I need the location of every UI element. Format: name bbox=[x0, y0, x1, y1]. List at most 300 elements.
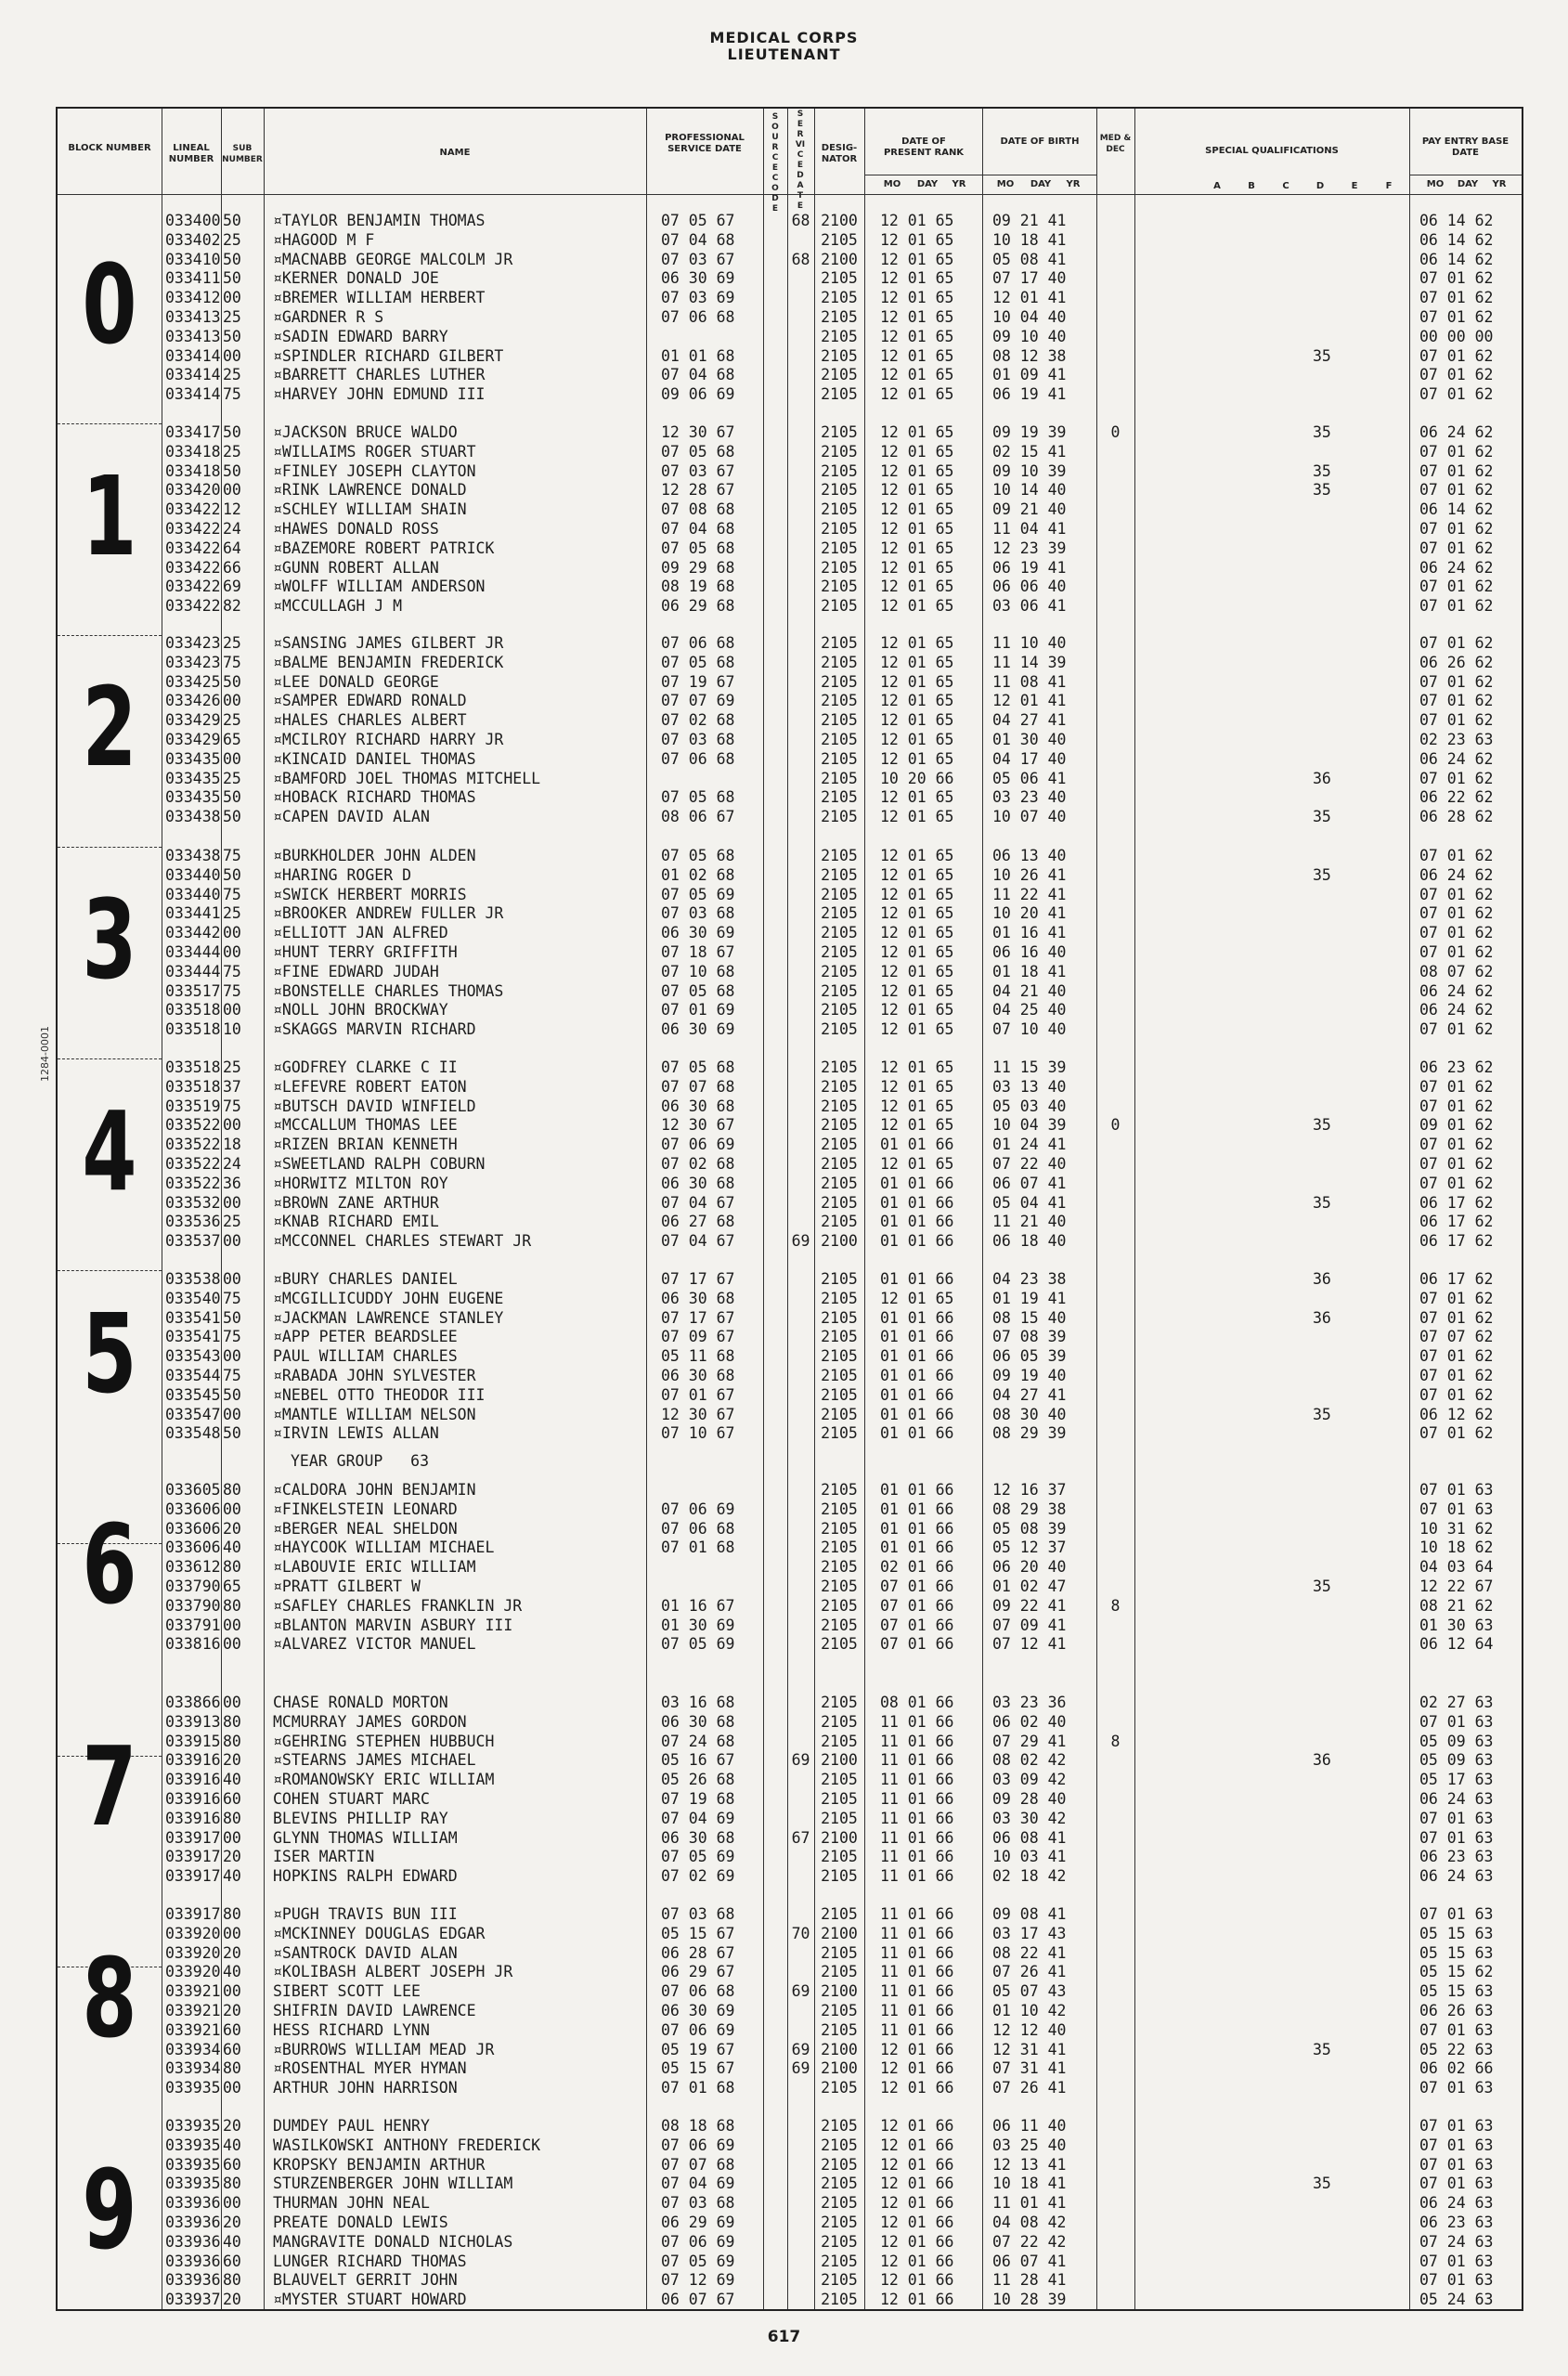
block-number-7: 7 bbox=[82, 1722, 137, 1850]
cell-designator: 2100 bbox=[821, 212, 858, 229]
cell-lineal-number: 033423 bbox=[165, 634, 221, 652]
cell-present-rank-date: 11 01 66 bbox=[880, 1751, 954, 1770]
cell-birth-date: 06 05 39 bbox=[992, 1347, 1067, 1366]
cell-pay-entry-date: 05 15 63 bbox=[1419, 1943, 1494, 1962]
table-row bbox=[58, 1557, 1522, 1577]
cell-lineal-number: 033916 bbox=[165, 1809, 221, 1827]
cell-professional-service-date: 06 30 68 bbox=[661, 1289, 735, 1307]
cell-lineal-number: 033866 bbox=[165, 1694, 221, 1711]
table-row bbox=[58, 1616, 1522, 1635]
cell-birth-date: 08 12 38 bbox=[992, 346, 1067, 365]
table-row bbox=[58, 1058, 1522, 1077]
cell-designator: 2105 bbox=[821, 442, 858, 461]
cell-present-rank-date: 02 01 66 bbox=[880, 1558, 954, 1577]
cell-name: ¤FINE EDWARD JUDAH bbox=[273, 962, 439, 980]
cell-lineal-number: 033441 bbox=[165, 904, 221, 923]
cell-name: CHASE RONALD MORTON bbox=[273, 1694, 448, 1711]
cell-designator: 2105 bbox=[821, 2291, 858, 2309]
cell-professional-service-date: 03 16 68 bbox=[661, 1694, 735, 1711]
cell-present-rank-date: 12 01 66 bbox=[880, 2232, 954, 2251]
cell-pay-entry-date: 05 09 63 bbox=[1419, 1732, 1494, 1750]
cell-sub-number: 60 bbox=[223, 2020, 241, 2039]
table-row bbox=[58, 461, 1522, 481]
cell-designator: 2105 bbox=[821, 1328, 858, 1346]
cell-pay-entry-date: 10 18 62 bbox=[1419, 1539, 1494, 1557]
cell-lineal-number: 033935 bbox=[165, 2175, 221, 2193]
cell-pay-entry-date: 07 01 63 bbox=[1419, 2079, 1494, 2097]
cell-professional-service-date: 12 30 67 bbox=[661, 1116, 735, 1135]
cell-name: ¤WILLAIMS ROGER STUART bbox=[273, 442, 476, 461]
cell-lineal-number: 033444 bbox=[165, 962, 221, 980]
cell-pay-entry-date: 06 24 62 bbox=[1419, 749, 1494, 768]
cell-professional-service-date: 07 04 67 bbox=[661, 1193, 735, 1212]
cell-sub-number: 80 bbox=[223, 1558, 241, 1577]
cell-special-qualification: 35 bbox=[1313, 808, 1331, 826]
cell-sub-number: 80 bbox=[223, 1596, 241, 1615]
table-row bbox=[58, 1924, 1522, 1943]
cell-pay-entry-date: 06 14 62 bbox=[1419, 500, 1494, 519]
cell-lineal-number: 033545 bbox=[165, 1385, 221, 1404]
cell-special-qualification: 35 bbox=[1313, 1405, 1331, 1423]
cell-lineal-number: 033418 bbox=[165, 442, 221, 461]
table-row bbox=[58, 1135, 1522, 1154]
table-row bbox=[58, 384, 1522, 404]
cell-name: ¤WOLFF WILLIAM ANDERSON bbox=[273, 578, 486, 596]
cell-professional-service-date: 07 05 69 bbox=[661, 885, 735, 903]
table-row bbox=[58, 633, 1522, 653]
cell-pay-entry-date: 06 24 63 bbox=[1419, 1867, 1494, 1886]
cell-sub-number: 10 bbox=[223, 1020, 241, 1039]
cell-designator: 2105 bbox=[821, 711, 858, 730]
cell-lineal-number: 033548 bbox=[165, 1424, 221, 1443]
cell-name: ¤SANSING JAMES GILBERT JR bbox=[273, 634, 504, 652]
cell-designator: 2105 bbox=[821, 2002, 858, 2019]
cell-name: ¤LABOUVIE ERIC WILLIAM bbox=[273, 1558, 476, 1577]
cell-birth-date: 04 25 40 bbox=[992, 1001, 1067, 1019]
cell-pay-entry-date: 07 01 63 bbox=[1419, 2020, 1494, 2039]
cell-professional-service-date: 06 30 68 bbox=[661, 1174, 735, 1192]
cell-name: ¤ELLIOTT JAN ALFRED bbox=[273, 924, 448, 942]
cell-pay-entry-date: 07 01 62 bbox=[1419, 1289, 1494, 1307]
cell-present-rank-date: 11 01 66 bbox=[880, 1732, 954, 1750]
cell-birth-date: 03 23 36 bbox=[992, 1694, 1067, 1711]
cell-special-qualification: 35 bbox=[1313, 1116, 1331, 1135]
table-row bbox=[58, 1732, 1522, 1751]
cell-professional-service-date: 07 01 69 bbox=[661, 1001, 735, 1019]
cell-pay-entry-date: 07 24 63 bbox=[1419, 2232, 1494, 2251]
cell-birth-date: 10 26 41 bbox=[992, 865, 1067, 884]
table-row bbox=[58, 480, 1522, 500]
cell-designator: 2105 bbox=[821, 1058, 858, 1076]
cell-sub-number: 75 bbox=[223, 1328, 241, 1346]
cell-professional-service-date: 06 30 69 bbox=[661, 1020, 735, 1039]
cell-lineal-number: 033429 bbox=[165, 711, 221, 730]
cell-present-rank-date: 12 01 65 bbox=[880, 1020, 954, 1039]
cell-lineal-number: 033414 bbox=[165, 346, 221, 365]
cell-pay-entry-date: 05 24 63 bbox=[1419, 2291, 1494, 2309]
cell-name: ¤MANTLE WILLIAM NELSON bbox=[273, 1405, 476, 1423]
cell-pay-entry-date: 05 09 63 bbox=[1419, 1751, 1494, 1770]
cell-name: ¤JACKSON BRUCE WALDO bbox=[273, 423, 458, 441]
cell-professional-service-date: 07 06 69 bbox=[661, 2136, 735, 2154]
cell-name: ¤SAMPER EDWARD RONALD bbox=[273, 692, 467, 710]
cell-birth-date: 01 16 41 bbox=[992, 924, 1067, 942]
cell-designator: 2105 bbox=[821, 1289, 858, 1307]
cell-name: ¤MACNABB GEORGE MALCOLM JR bbox=[273, 250, 513, 268]
cell-lineal-number: 033522 bbox=[165, 1155, 221, 1173]
cell-name: ¤BUTSCH DAVID WINFIELD bbox=[273, 1097, 476, 1115]
table-row bbox=[58, 1385, 1522, 1405]
cell-lineal-number: 033402 bbox=[165, 230, 221, 249]
header-block-number: BLOCK NUMBER bbox=[68, 143, 151, 153]
cell-service-date: 68 bbox=[791, 212, 810, 229]
cell-sub-number: 00 bbox=[223, 1347, 241, 1366]
cell-name: GLYNN THOMAS WILLIAM bbox=[273, 1828, 458, 1847]
cell-birth-date: 03 06 41 bbox=[992, 597, 1067, 616]
cell-present-rank-date: 11 01 66 bbox=[880, 1867, 954, 1886]
cell-designator: 2105 bbox=[821, 289, 858, 307]
cell-professional-service-date: 07 03 67 bbox=[661, 250, 735, 268]
cell-pay-entry-date: 07 01 62 bbox=[1419, 269, 1494, 288]
cell-designator: 2105 bbox=[821, 672, 858, 691]
cell-sub-number: 00 bbox=[223, 346, 241, 365]
cell-professional-service-date: 01 01 68 bbox=[661, 346, 735, 365]
cell-birth-date: 08 22 41 bbox=[992, 1943, 1067, 1962]
cell-lineal-number: 033422 bbox=[165, 520, 221, 538]
cell-professional-service-date: 05 15 67 bbox=[661, 1924, 735, 1942]
cell-name: ¤MCCULLAGH J M bbox=[273, 597, 403, 616]
block-number-0: 0 bbox=[82, 240, 137, 369]
cell-pay-entry-date: 07 01 62 bbox=[1419, 481, 1494, 500]
cell-sub-number: 25 bbox=[223, 366, 241, 384]
cell-lineal-number: 033917 bbox=[165, 1828, 221, 1847]
cell-pay-entry-date: 07 01 63 bbox=[1419, 1905, 1494, 1923]
cell-lineal-number: 033413 bbox=[165, 327, 221, 345]
cell-birth-date: 07 31 41 bbox=[992, 2059, 1067, 2078]
cell-special-qualification: 35 bbox=[1313, 2175, 1331, 2193]
cell-birth-date: 09 10 40 bbox=[992, 327, 1067, 345]
qual-letter-b: B bbox=[1248, 181, 1255, 191]
table-row bbox=[58, 422, 1522, 442]
cell-lineal-number: 033440 bbox=[165, 885, 221, 903]
cell-lineal-number: 033438 bbox=[165, 808, 221, 826]
pay-yr-label: YR bbox=[1492, 179, 1507, 189]
cell-birth-date: 10 20 41 bbox=[992, 904, 1067, 923]
cell-present-rank-date: 01 01 66 bbox=[880, 1347, 954, 1366]
cell-professional-service-date: 07 06 68 bbox=[661, 1982, 735, 2001]
cell-name: ¤LEFEVRE ROBERT EATON bbox=[273, 1077, 467, 1096]
cell-lineal-number: 033536 bbox=[165, 1213, 221, 1231]
cell-designator: 2105 bbox=[821, 962, 858, 980]
cell-present-rank-date: 01 01 66 bbox=[880, 1232, 954, 1251]
cell-name: SHIFRIN DAVID LAWRENCE bbox=[273, 2002, 476, 2019]
cell-sub-number: 00 bbox=[223, 1193, 241, 1212]
cell-pay-entry-date: 07 01 63 bbox=[1419, 1481, 1494, 1499]
cell-lineal-number: 033422 bbox=[165, 558, 221, 577]
cell-pay-entry-date: 07 01 62 bbox=[1419, 346, 1494, 365]
cell-present-rank-date: 01 01 66 bbox=[880, 1539, 954, 1557]
cell-birth-date: 04 23 38 bbox=[992, 1270, 1067, 1288]
cell-professional-service-date: 07 07 69 bbox=[661, 692, 735, 710]
cell-pay-entry-date: 07 01 62 bbox=[1419, 634, 1494, 652]
cell-lineal-number: 033422 bbox=[165, 578, 221, 596]
cell-sub-number: 20 bbox=[223, 1519, 241, 1538]
cell-lineal-number: 033544 bbox=[165, 1367, 221, 1384]
cell-lineal-number: 033522 bbox=[165, 1116, 221, 1135]
cell-birth-date: 07 22 40 bbox=[992, 1155, 1067, 1173]
cell-designator: 2105 bbox=[821, 1635, 858, 1654]
cell-birth-date: 05 04 41 bbox=[992, 1193, 1067, 1212]
cell-lineal-number: 033921 bbox=[165, 2020, 221, 2039]
cell-birth-date: 03 13 40 bbox=[992, 1077, 1067, 1096]
cell-sub-number: 80 bbox=[223, 2059, 241, 2078]
cell-pay-entry-date: 06 24 62 bbox=[1419, 423, 1494, 441]
cell-birth-date: 03 09 42 bbox=[992, 1771, 1067, 1789]
cell-professional-service-date: 07 06 69 bbox=[661, 2020, 735, 2039]
cell-lineal-number: 033917 bbox=[165, 1905, 221, 1923]
cell-designator: 2105 bbox=[821, 769, 858, 787]
cell-sub-number: 50 bbox=[223, 1424, 241, 1443]
cell-sub-number: 25 bbox=[223, 769, 241, 787]
cell-sub-number: 25 bbox=[223, 230, 241, 249]
cell-service-date: 70 bbox=[791, 1924, 810, 1942]
table-row bbox=[58, 596, 1522, 616]
cell-designator: 2105 bbox=[821, 1385, 858, 1404]
cell-birth-date: 01 10 42 bbox=[992, 2002, 1067, 2019]
cell-lineal-number: 033921 bbox=[165, 2002, 221, 2019]
cell-birth-date: 11 10 40 bbox=[992, 634, 1067, 652]
cell-professional-service-date: 08 19 68 bbox=[661, 578, 735, 596]
cell-professional-service-date: 06 30 69 bbox=[661, 924, 735, 942]
rank-mo-label: MO bbox=[883, 179, 901, 189]
cell-professional-service-date: 06 30 69 bbox=[661, 269, 735, 288]
rank-day-label: DAY bbox=[916, 179, 939, 189]
cell-name: ¤JACKMAN LAWRENCE STANLEY bbox=[273, 1308, 504, 1327]
cell-birth-date: 05 08 39 bbox=[992, 1519, 1067, 1538]
cell-birth-date: 02 15 41 bbox=[992, 442, 1067, 461]
cell-birth-date: 07 08 39 bbox=[992, 1328, 1067, 1346]
table-row bbox=[58, 1405, 1522, 1424]
cell-sub-number: 50 bbox=[223, 269, 241, 288]
cell-sub-number: 75 bbox=[223, 1367, 241, 1384]
cell-professional-service-date: 07 03 68 bbox=[661, 1905, 735, 1923]
cell-name: ¤MCKINNEY DOUGLAS EDGAR bbox=[273, 1924, 486, 1942]
cell-name: COHEN STUART MARC bbox=[273, 1790, 430, 1808]
cell-lineal-number: 033411 bbox=[165, 269, 221, 288]
cell-name: PAUL WILLIAM CHARLES bbox=[273, 1347, 458, 1366]
cell-present-rank-date: 11 01 66 bbox=[880, 1924, 954, 1942]
cell-lineal-number: 033913 bbox=[165, 1712, 221, 1731]
cell-professional-service-date: 09 06 69 bbox=[661, 385, 735, 404]
cell-lineal-number: 033420 bbox=[165, 481, 221, 500]
cell-present-rank-date: 12 01 65 bbox=[880, 597, 954, 616]
cell-designator: 2105 bbox=[821, 1867, 858, 1886]
cell-name: ¤ALVAREZ VICTOR MANUEL bbox=[273, 1635, 476, 1654]
cell-present-rank-date: 12 01 65 bbox=[880, 500, 954, 519]
cell-sub-number: 75 bbox=[223, 981, 241, 1000]
cell-lineal-number: 033936 bbox=[165, 2194, 221, 2213]
cell-pay-entry-date: 06 23 63 bbox=[1419, 1848, 1494, 1866]
cell-designator: 2105 bbox=[821, 1848, 858, 1866]
cell-name: ¤HALES CHARLES ALBERT bbox=[273, 711, 467, 730]
cell-professional-service-date: 08 06 67 bbox=[661, 808, 735, 826]
cell-designator: 2105 bbox=[821, 1405, 858, 1423]
cell-present-rank-date: 12 01 65 bbox=[880, 672, 954, 691]
cell-name: ¤BURY CHARLES DANIEL bbox=[273, 1270, 458, 1288]
cell-present-rank-date: 10 20 66 bbox=[880, 769, 954, 787]
table-row bbox=[58, 442, 1522, 461]
cell-birth-date: 03 23 40 bbox=[992, 788, 1067, 807]
cell-professional-service-date: 01 16 67 bbox=[661, 1596, 735, 1615]
cell-present-rank-date: 12 01 65 bbox=[880, 788, 954, 807]
cell-birth-date: 07 26 41 bbox=[992, 2079, 1067, 2097]
cell-pay-entry-date: 07 01 62 bbox=[1419, 289, 1494, 307]
cell-present-rank-date: 12 01 65 bbox=[880, 962, 954, 980]
cell-professional-service-date: 05 16 67 bbox=[661, 1751, 735, 1770]
cell-professional-service-date: 07 17 67 bbox=[661, 1308, 735, 1327]
cell-special-qualification: 35 bbox=[1313, 346, 1331, 365]
table-row bbox=[58, 2058, 1522, 2078]
cell-designator: 2105 bbox=[821, 2214, 858, 2231]
cell-designator: 2100 bbox=[821, 2040, 858, 2058]
cell-birth-date: 09 10 39 bbox=[992, 461, 1067, 480]
cell-present-rank-date: 12 01 65 bbox=[880, 749, 954, 768]
cell-present-rank-date: 12 01 65 bbox=[880, 539, 954, 557]
cell-name: ¤STEARNS JAMES MICHAEL bbox=[273, 1751, 476, 1770]
cell-designator: 2105 bbox=[821, 1558, 858, 1577]
cell-present-rank-date: 12 01 66 bbox=[880, 2117, 954, 2135]
cell-present-rank-date: 11 01 66 bbox=[880, 1848, 954, 1866]
table-row bbox=[58, 346, 1522, 366]
cell-professional-service-date: 06 30 68 bbox=[661, 1367, 735, 1384]
cell-lineal-number: 033541 bbox=[165, 1328, 221, 1346]
cell-name: ¤PUGH TRAVIS BUN III bbox=[273, 1905, 458, 1923]
table-row bbox=[58, 2232, 1522, 2252]
cell-med-dec: 0 bbox=[1110, 423, 1121, 441]
cell-birth-date: 12 01 41 bbox=[992, 289, 1067, 307]
page-subtitle: LIEUTENANT bbox=[727, 45, 841, 63]
cell-present-rank-date: 01 01 66 bbox=[880, 1481, 954, 1499]
cell-birth-date: 03 17 43 bbox=[992, 1924, 1067, 1942]
cell-sub-number: 50 bbox=[223, 327, 241, 345]
cell-name: ¤SKAGGS MARVIN RICHARD bbox=[273, 1020, 476, 1039]
cell-designator: 2105 bbox=[821, 1347, 858, 1366]
cell-professional-service-date: 07 07 68 bbox=[661, 2155, 735, 2174]
header-special-qualifications: SPECIAL QUALIFICATIONS bbox=[1205, 146, 1339, 156]
table-row bbox=[58, 1904, 1522, 1924]
cell-designator: 2105 bbox=[821, 1193, 858, 1212]
table-row bbox=[58, 1174, 1522, 1193]
cell-lineal-number: 033422 bbox=[165, 597, 221, 616]
cell-sub-number: 75 bbox=[223, 885, 241, 903]
cell-professional-service-date: 06 28 67 bbox=[661, 1943, 735, 1962]
cell-name: ¤RINK LAWRENCE DONALD bbox=[273, 481, 467, 500]
cell-birth-date: 05 12 37 bbox=[992, 1539, 1067, 1557]
cell-sub-number: 25 bbox=[223, 1058, 241, 1076]
cell-birth-date: 08 29 39 bbox=[992, 1424, 1067, 1443]
cell-sub-number: 00 bbox=[223, 1616, 241, 1634]
cell-pay-entry-date: 06 26 63 bbox=[1419, 2002, 1494, 2019]
cell-name: ¤SADIN EDWARD BARRY bbox=[273, 327, 448, 345]
cell-sub-number: 80 bbox=[223, 2175, 241, 2193]
cell-designator: 2105 bbox=[821, 981, 858, 1000]
cell-sub-number: 00 bbox=[223, 924, 241, 942]
cell-name: ¤NOLL JOHN BROCKWAY bbox=[273, 1001, 448, 1019]
table-row bbox=[58, 2020, 1522, 2040]
cell-sub-number: 00 bbox=[223, 1270, 241, 1288]
cell-pay-entry-date: 05 15 63 bbox=[1419, 1924, 1494, 1942]
cell-lineal-number: 033517 bbox=[165, 981, 221, 1000]
cell-present-rank-date: 11 01 66 bbox=[880, 1963, 954, 1981]
cell-designator: 2105 bbox=[821, 2079, 858, 2097]
cell-lineal-number: 033537 bbox=[165, 1232, 221, 1251]
cell-present-rank-date: 12 01 66 bbox=[880, 2252, 954, 2270]
cell-designator: 2105 bbox=[821, 847, 858, 864]
cell-present-rank-date: 12 01 65 bbox=[880, 308, 954, 326]
roster-table bbox=[56, 107, 1523, 2311]
cell-designator: 2105 bbox=[821, 1308, 858, 1327]
cell-designator: 2105 bbox=[821, 366, 858, 384]
cell-professional-service-date: 06 30 69 bbox=[661, 2002, 735, 2019]
table-row bbox=[58, 1712, 1522, 1732]
cell-designator: 2105 bbox=[821, 461, 858, 480]
cell-lineal-number: 033440 bbox=[165, 865, 221, 884]
cell-professional-service-date: 06 30 68 bbox=[661, 1712, 735, 1731]
table-row bbox=[58, 2001, 1522, 2020]
cell-name: LUNGER RICHARD THOMAS bbox=[273, 2252, 467, 2270]
cell-present-rank-date: 11 01 66 bbox=[880, 1771, 954, 1789]
cell-designator: 2105 bbox=[821, 1155, 858, 1173]
cell-birth-date: 07 09 41 bbox=[992, 1616, 1067, 1634]
cell-professional-service-date: 07 04 69 bbox=[661, 1809, 735, 1827]
cell-pay-entry-date: 07 01 63 bbox=[1419, 2117, 1494, 2135]
cell-lineal-number: 033412 bbox=[165, 289, 221, 307]
cell-birth-date: 03 25 40 bbox=[992, 2136, 1067, 2154]
cell-birth-date: 09 08 41 bbox=[992, 1905, 1067, 1923]
cell-lineal-number: 033435 bbox=[165, 788, 221, 807]
cell-designator: 2105 bbox=[821, 1732, 858, 1750]
cell-name: ¤CALDORA JOHN BENJAMIN bbox=[273, 1481, 476, 1499]
cell-present-rank-date: 11 01 66 bbox=[880, 1712, 954, 1731]
cell-professional-service-date: 07 02 68 bbox=[661, 711, 735, 730]
cell-name: ¤IRVIN LEWIS ALLAN bbox=[273, 1424, 439, 1443]
cell-sub-number: 25 bbox=[223, 904, 241, 923]
cell-present-rank-date: 12 01 65 bbox=[880, 885, 954, 903]
cell-birth-date: 09 21 41 bbox=[992, 212, 1067, 229]
block-number-2: 2 bbox=[82, 663, 137, 791]
cell-sub-number: 50 bbox=[223, 788, 241, 807]
cell-name: ¤BURROWS WILLIAM MEAD JR bbox=[273, 2040, 495, 2058]
cell-name: ¤MCILROY RICHARD HARRY JR bbox=[273, 731, 504, 748]
cell-pay-entry-date: 06 14 62 bbox=[1419, 230, 1494, 249]
table-row bbox=[58, 1097, 1522, 1116]
table-row bbox=[58, 1366, 1522, 1385]
cell-sub-number: 50 bbox=[223, 461, 241, 480]
cell-name: HOPKINS RALPH EDWARD bbox=[273, 1867, 458, 1886]
cell-professional-service-date: 07 03 68 bbox=[661, 731, 735, 748]
cell-designator: 2105 bbox=[821, 558, 858, 577]
table-row bbox=[58, 769, 1522, 788]
cell-sub-number: 40 bbox=[223, 1867, 241, 1886]
cell-pay-entry-date: 06 28 62 bbox=[1419, 808, 1494, 826]
cell-sub-number: 00 bbox=[223, 1924, 241, 1942]
cell-pay-entry-date: 07 01 62 bbox=[1419, 442, 1494, 461]
table-row bbox=[58, 749, 1522, 769]
cell-designator: 2105 bbox=[821, 634, 858, 652]
cell-present-rank-date: 01 01 66 bbox=[880, 1136, 954, 1154]
cell-birth-date: 10 18 41 bbox=[992, 230, 1067, 249]
header-designator: DESIG- NATOR bbox=[821, 143, 858, 164]
